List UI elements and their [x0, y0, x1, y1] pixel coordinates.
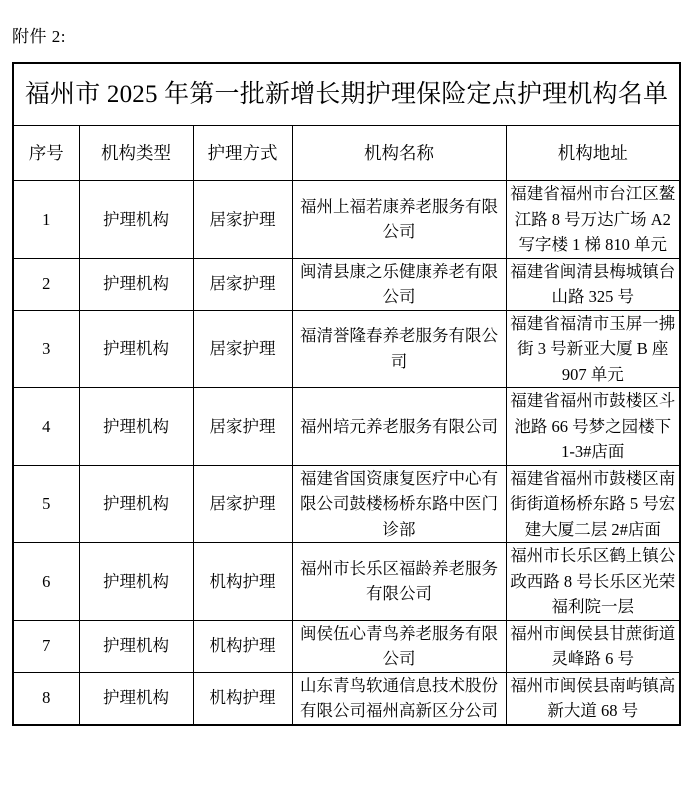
header-row	[13, 126, 680, 181]
document-title: 福州市 2025 年第一批新增长期护理保险定点护理机构名单	[13, 63, 680, 126]
cell-seq: 7	[13, 620, 79, 672]
cell-mode: 居家护理	[193, 258, 292, 310]
cell-address: 福建省福州市鼓楼区南街街道杨桥东路 5 号宏建大厦二层 2#店面	[506, 465, 680, 543]
cell-mode: 居家护理	[193, 465, 292, 543]
table-row	[13, 388, 680, 466]
cell-seq: 5	[13, 465, 79, 543]
cell-address: 福州市闽侯县南屿镇高新大道 68 号	[506, 672, 680, 725]
cell-type: 护理机构	[79, 258, 193, 310]
cell-address: 福建省福州市台江区鳌江路 8 号万达广场 A2 写字楼 1 梯 810 单元	[506, 181, 680, 259]
cell-type: 护理机构	[79, 543, 193, 621]
table-row	[13, 310, 680, 388]
cell-name: 福建省国资康复医疗中心有限公司鼓楼杨桥东路中医门诊部	[292, 465, 506, 543]
table-body	[13, 63, 680, 725]
cell-mode: 机构护理	[193, 672, 292, 725]
table-row	[13, 543, 680, 621]
cell-name: 福州市长乐区福龄养老服务有限公司	[292, 543, 506, 621]
cell-name: 山东青鸟软通信息技术股份有限公司福州高新区分公司	[292, 672, 506, 725]
cell-type: 护理机构	[79, 181, 193, 259]
cell-name: 福州上福若康养老服务有限公司	[292, 181, 506, 259]
cell-mode: 居家护理	[193, 310, 292, 388]
cell-seq: 4	[13, 388, 79, 466]
column-header-name: 机构名称	[292, 126, 506, 181]
cell-mode: 居家护理	[193, 181, 292, 259]
table-row	[13, 258, 680, 310]
cell-seq: 2	[13, 258, 79, 310]
cell-mode: 机构护理	[193, 620, 292, 672]
cell-name: 闽清县康之乐健康养老有限公司	[292, 258, 506, 310]
cell-mode: 居家护理	[193, 388, 292, 466]
cell-name: 福州培元养老服务有限公司	[292, 388, 506, 466]
column-header-type: 机构类型	[79, 126, 193, 181]
cell-seq: 6	[13, 543, 79, 621]
table-row	[13, 672, 680, 725]
cell-seq: 8	[13, 672, 79, 725]
table-row	[13, 465, 680, 543]
cell-address: 福建省福州市鼓楼区斗池路 66 号梦之园楼下 1-3#店面	[506, 388, 680, 466]
cell-seq: 1	[13, 181, 79, 259]
cell-mode: 机构护理	[193, 543, 292, 621]
nursing-institutions-table	[12, 62, 681, 726]
cell-type: 护理机构	[79, 620, 193, 672]
column-header-seq: 序号	[13, 126, 79, 181]
table-row	[13, 620, 680, 672]
column-header-address: 机构地址	[506, 126, 680, 181]
cell-type: 护理机构	[79, 672, 193, 725]
attachment-label: 附件 2:	[12, 27, 66, 46]
cell-address: 福州市长乐区鹤上镇公政西路 8 号长乐区光荣福利院一层	[506, 543, 680, 621]
cell-type: 护理机构	[79, 465, 193, 543]
cell-address: 福建省福清市玉屏一拂街 3 号新亚大厦 B 座 907 单元	[506, 310, 680, 388]
title-row	[13, 63, 680, 126]
cell-address: 福州市闽侯县甘蔗街道灵峰路 6 号	[506, 620, 680, 672]
cell-name: 福清誉隆春养老服务有限公司	[292, 310, 506, 388]
cell-name: 闽侯伍心青鸟养老服务有限公司	[292, 620, 506, 672]
cell-seq: 3	[13, 310, 79, 388]
cell-type: 护理机构	[79, 388, 193, 466]
column-header-mode: 护理方式	[193, 126, 292, 181]
cell-address: 福建省闽清县梅城镇台山路 325 号	[506, 258, 680, 310]
table-row	[13, 181, 680, 259]
cell-type: 护理机构	[79, 310, 193, 388]
